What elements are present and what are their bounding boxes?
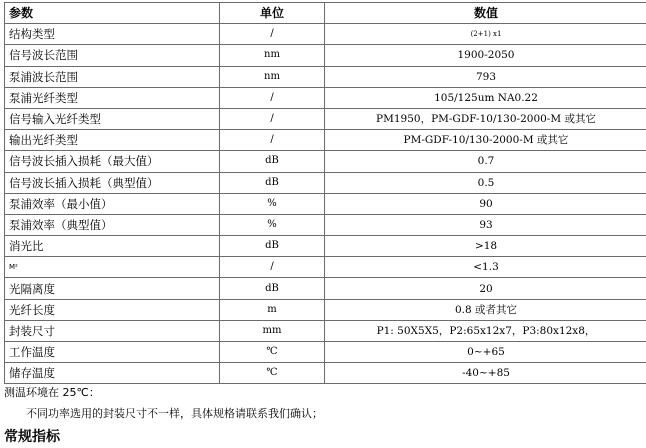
table-row: [5, 278, 646, 299]
param-cell: 泵浦光纤类型: [5, 87, 220, 108]
table-row: [5, 130, 646, 151]
param-cell: 储存温度: [5, 363, 220, 384]
table-row: [5, 193, 646, 214]
value-cell: PM-GDF-10/130-2000-M 或其它: [325, 130, 646, 151]
table-row: [5, 87, 646, 108]
unit-cell: nm: [220, 66, 325, 87]
unit-cell: /: [220, 87, 325, 108]
table-header-row: [5, 3, 646, 24]
table-row: [5, 45, 646, 66]
value-cell: P1: 50X5X5，P2:65x12x7，P3:80x12x8，: [325, 320, 646, 341]
table-row: [5, 214, 646, 235]
param-cell: 信号波长插入损耗（最大值）: [5, 151, 220, 172]
unit-cell: nm: [220, 45, 325, 66]
unit-cell: m: [220, 299, 325, 320]
param-cell: 光纤长度: [5, 299, 220, 320]
value-cell: 0.7: [325, 151, 646, 172]
table-row: [5, 363, 646, 384]
value-cell: 20: [325, 278, 646, 299]
table-row: [5, 320, 646, 341]
table-row: [5, 24, 646, 45]
header-unit: 单位: [220, 3, 325, 24]
param-cell: 泵浦效率（典型值）: [5, 214, 220, 235]
value-cell: 1900-2050: [325, 45, 646, 66]
package-size-note: 不同功率选用的封装尺寸不一样，具体规格请联系我们确认；: [26, 407, 323, 420]
param-cell: 工作温度: [5, 342, 220, 363]
param-cell: 泵浦波长范围: [5, 66, 220, 87]
table-row: [5, 108, 646, 129]
value-cell: 93: [325, 214, 646, 235]
param-cell: 泵浦效率（最小值）: [5, 193, 220, 214]
value-cell: 105/125um NA0.22: [325, 87, 646, 108]
param-cell: 信号输入光纤类型: [5, 108, 220, 129]
unit-cell: %: [220, 193, 325, 214]
unit-cell: dB: [220, 278, 325, 299]
value-cell: 793: [325, 66, 646, 87]
unit-cell: dB: [220, 151, 325, 172]
unit-cell: mm: [220, 320, 325, 341]
param-cell: 信号波长范围: [5, 45, 220, 66]
value-cell: <1.3: [325, 257, 646, 278]
table-row: [5, 299, 646, 320]
table-row: [5, 236, 646, 257]
value-cell: >18: [325, 236, 646, 257]
value-cell: -40~+85: [325, 363, 646, 384]
value-cell: 90: [325, 193, 646, 214]
param-cell: 信号波长插入损耗（典型值）: [5, 172, 220, 193]
table-row: [5, 151, 646, 172]
table-row: [5, 66, 646, 87]
table-row: [5, 172, 646, 193]
value-cell: 0.5: [325, 172, 646, 193]
unit-cell: /: [220, 108, 325, 129]
param-cell: 输出光纤类型: [5, 130, 220, 151]
unit-cell: ℃: [220, 363, 325, 384]
test-environment-note: 测温环境在 25℃：: [4, 386, 100, 399]
table-row: [5, 257, 646, 278]
param-cell: M²: [5, 257, 220, 278]
param-cell: 光隔离度: [5, 278, 220, 299]
spec-table: [4, 2, 646, 384]
header-value: 数值: [325, 3, 646, 24]
value-cell: PM1950，PM-GDF-10/130-2000-M 或其它: [325, 108, 646, 129]
value-cell: 0.8 或者其它: [325, 299, 646, 320]
unit-cell: /: [220, 24, 325, 45]
unit-cell: /: [220, 130, 325, 151]
value-cell: 0~+65: [325, 342, 646, 363]
param-cell: 结构类型: [5, 24, 220, 45]
unit-cell: dB: [220, 172, 325, 193]
value-cell: (2+1) x1: [325, 24, 646, 45]
section-heading: 常规指标: [4, 429, 60, 445]
unit-cell: dB: [220, 236, 325, 257]
unit-cell: /: [220, 257, 325, 278]
unit-cell: ℃: [220, 342, 325, 363]
header-param: 参数: [5, 3, 220, 24]
table-row: [5, 342, 646, 363]
param-cell: 消光比: [5, 236, 220, 257]
param-cell: 封装尺寸: [5, 320, 220, 341]
unit-cell: %: [220, 214, 325, 235]
